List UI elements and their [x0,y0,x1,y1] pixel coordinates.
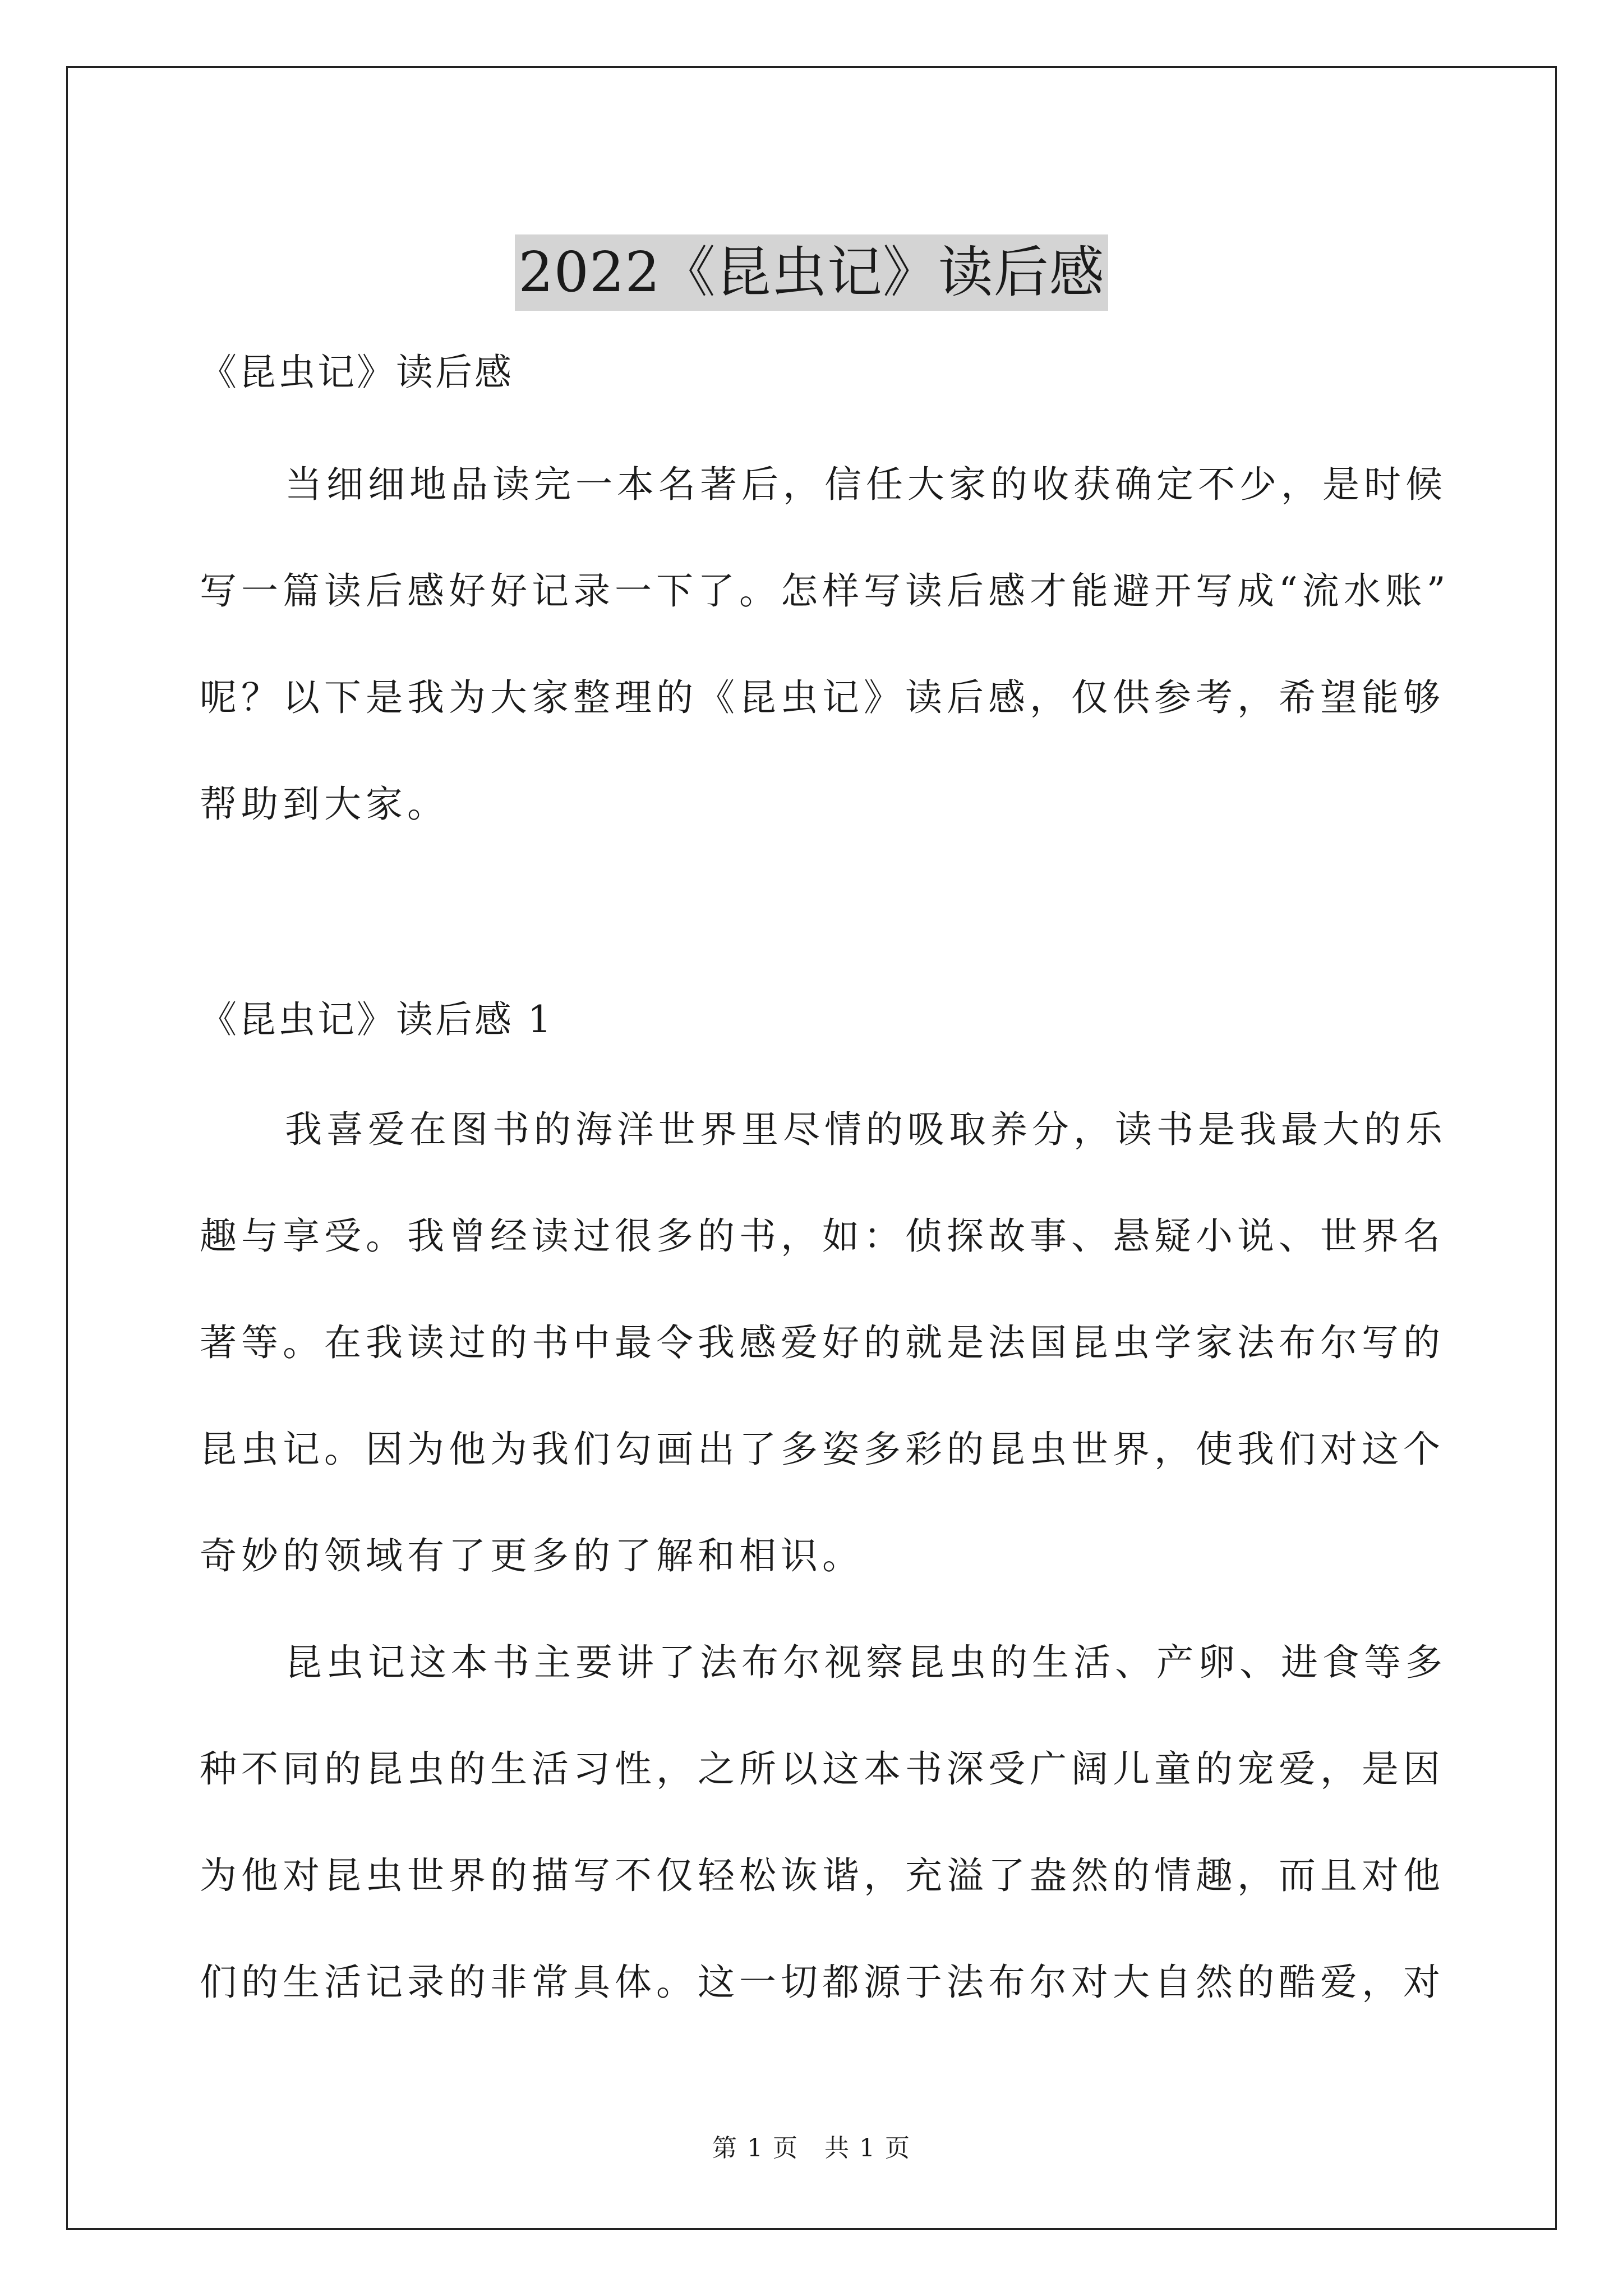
page-footer: 第 1 页 共 1 页 [712,2134,911,2162]
section-heading: 《昆虫记》读后感 1 [200,998,554,1041]
paragraph-line: 我喜爱在图书的海洋世界里尽情的吸取养分，读书是我最大的乐 [285,1108,1447,1151]
intro-heading: 《昆虫记》读后感 [200,351,514,394]
paragraph-line: 写一篇读后感好好记录一下了。怎样写读后感才能避开写成“流水账” [200,569,1450,613]
paragraph-line: 帮助到大家。 [200,783,449,826]
paragraph-line: 为他对昆虫世界的描写不仅轻松诙谐，充溢了盎然的情趣，而且对他 [200,1854,1445,1897]
paragraph-line: 昆虫记这本书主要讲了法布尔视察昆虫的生活、产卵、进食等多 [285,1641,1447,1684]
document-title: 2022《昆虫记》读后感 [515,234,1108,311]
paragraph-line: 种不同的昆虫的生活习性，之所以这本书深受广阔儿童的宠爱，是因 [200,1747,1445,1791]
paragraph-line: 呢？以下是我为大家整理的《昆虫记》读后感，仅供参考，希望能够 [200,676,1445,719]
paragraph-line: 昆虫记。因为他为我们勾画出了多姿多彩的昆虫世界，使我们对这个 [200,1428,1445,1471]
paragraph-line: 著等。在我读过的书中最令我感爱好的就是法国昆虫学家法布尔写的 [200,1321,1445,1364]
paragraph-line: 当细细地品读完一本名著后，信任大家的收获确定不少，是时候 [285,463,1447,506]
title-container [0,197,1623,347]
paragraph-line: 们的生活记录的非常具体。这一切都源于法布尔对大自然的酷爱，对 [200,1961,1445,2004]
paragraph-line: 奇妙的领域有了更多的了解和相识。 [200,1534,864,1577]
paragraph-line: 趣与享受。我曾经读过很多的书，如：侦探故事、悬疑小说、世界名 [200,1214,1445,1258]
